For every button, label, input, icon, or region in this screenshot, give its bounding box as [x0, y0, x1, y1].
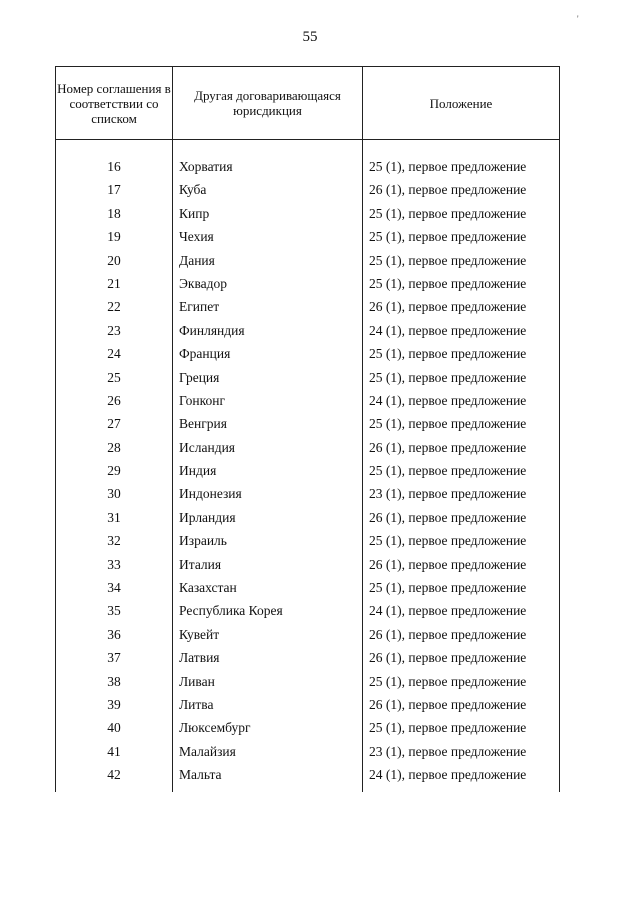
- row-jurisdiction: Франция: [179, 346, 231, 362]
- row-number: 33: [107, 556, 121, 572]
- row-jurisdiction: Люксембург: [179, 720, 251, 736]
- row-provision: 25 (1), первое предложение: [369, 229, 527, 245]
- row-jurisdiction: Индия: [179, 463, 217, 479]
- row-number: 40: [107, 720, 121, 736]
- table-row: [56, 295, 559, 318]
- row-provision: 25 (1), первое предложение: [369, 416, 527, 432]
- row-provision: 25 (1), первое предложение: [369, 463, 527, 479]
- row-jurisdiction: Казахстан: [179, 580, 237, 596]
- row-jurisdiction: Дания: [179, 252, 215, 268]
- row-number: 26: [107, 392, 121, 408]
- row-number: 25: [107, 369, 121, 385]
- row-provision: 23 (1), первое предложение: [369, 743, 527, 759]
- row-provision: 26 (1), первое предложение: [369, 556, 527, 572]
- table-row: [56, 272, 559, 295]
- row-jurisdiction: Республика Корея: [179, 603, 283, 619]
- row-provision: 25 (1), первое предложение: [369, 673, 527, 689]
- table-row: [56, 576, 559, 599]
- row-provision: 23 (1), первое предложение: [369, 486, 527, 502]
- row-number: 24: [107, 346, 121, 362]
- row-jurisdiction: Малайзия: [179, 743, 236, 759]
- row-number: 19: [107, 229, 121, 245]
- page-number: 55: [302, 29, 318, 45]
- row-provision: 24 (1), первое предложение: [369, 603, 527, 619]
- row-number: 41: [107, 743, 121, 759]
- table-row: [56, 623, 559, 646]
- row-jurisdiction: Израиль: [179, 533, 227, 549]
- row-provision: 25 (1), первое предложение: [369, 580, 527, 596]
- table-body: [56, 155, 559, 787]
- row-provision: 26 (1), первое предложение: [369, 439, 527, 455]
- row-number: 21: [107, 275, 121, 291]
- agreements-table: [55, 66, 560, 792]
- header-divider: [56, 139, 559, 140]
- row-number: 22: [107, 299, 121, 315]
- table-row: [56, 412, 559, 435]
- table-row: [56, 459, 559, 482]
- row-number: 23: [107, 322, 121, 338]
- row-number: 37: [107, 650, 121, 666]
- row-jurisdiction: Италия: [179, 556, 222, 572]
- row-jurisdiction: Куба: [179, 182, 207, 198]
- table-row: [56, 366, 559, 389]
- table-row: [56, 740, 559, 763]
- row-jurisdiction: Эквадор: [179, 275, 228, 291]
- table-row: [56, 389, 559, 412]
- row-number: 16: [107, 159, 121, 174]
- table-row: [56, 693, 559, 716]
- row-number: 27: [107, 416, 121, 432]
- row-provision: 26 (1), первое предложение: [369, 650, 527, 666]
- row-jurisdiction: Греция: [179, 369, 220, 385]
- row-number: 36: [107, 626, 121, 642]
- table-row: [56, 506, 559, 529]
- row-number: 28: [107, 439, 121, 455]
- row-jurisdiction: Литва: [179, 696, 214, 712]
- row-jurisdiction: Ливан: [179, 673, 215, 689]
- row-number: 32: [107, 533, 121, 549]
- row-jurisdiction: Индонезия: [179, 486, 242, 502]
- row-jurisdiction: Исландия: [179, 439, 235, 455]
- table-row: [56, 670, 559, 693]
- row-jurisdiction: Египет: [179, 299, 220, 315]
- row-jurisdiction: Хорватия: [179, 159, 233, 174]
- row-jurisdiction: Гонконг: [179, 392, 225, 408]
- row-number: 18: [107, 205, 121, 221]
- table-row: [56, 225, 559, 248]
- row-jurisdiction: Кувейт: [179, 626, 220, 642]
- row-jurisdiction: Финляндия: [179, 322, 245, 338]
- table-row: [56, 599, 559, 622]
- table-row: [56, 319, 559, 342]
- row-provision: 24 (1), первое предложение: [369, 392, 527, 408]
- table-row: [56, 155, 559, 178]
- row-provision: 26 (1), первое предложение: [369, 299, 527, 315]
- row-number: 30: [107, 486, 121, 502]
- row-provision: 25 (1), первое предложение: [369, 369, 527, 385]
- table-row: [56, 763, 559, 786]
- header-number: Номер соглашения в соответствии со списком: [57, 80, 171, 126]
- row-number: 20: [107, 252, 121, 268]
- row-provision: 24 (1), первое предложение: [369, 767, 527, 783]
- row-provision: 25 (1), первое предложение: [369, 159, 527, 174]
- row-provision: 26 (1), первое предложение: [369, 626, 527, 642]
- row-provision: 25 (1), первое предложение: [369, 252, 527, 268]
- table-row: [56, 342, 559, 365]
- table-row: [56, 249, 559, 272]
- corner-mark: ': [577, 14, 579, 24]
- table-row: [56, 716, 559, 739]
- row-provision: 25 (1), первое предложение: [369, 205, 527, 221]
- header-jurisdiction: Другая договаривающаяся юрисдикция: [194, 88, 341, 118]
- row-number: 39: [107, 696, 121, 712]
- row-provision: 25 (1), первое предложение: [369, 720, 527, 736]
- table-row: [56, 178, 559, 201]
- row-number: 42: [107, 767, 121, 783]
- row-jurisdiction: Мальта: [179, 767, 222, 783]
- table-row: [56, 202, 559, 225]
- table-row: [56, 646, 559, 669]
- row-provision: 26 (1), первое предложение: [369, 182, 527, 198]
- row-provision: 25 (1), первое предложение: [369, 533, 527, 549]
- row-jurisdiction: Ирландия: [179, 509, 236, 525]
- table-row: [56, 553, 559, 576]
- header-provision: Положение: [429, 95, 493, 111]
- row-number: 35: [107, 603, 121, 619]
- row-number: 17: [107, 182, 121, 198]
- row-provision: 26 (1), первое предложение: [369, 696, 527, 712]
- row-jurisdiction: Кипр: [179, 205, 210, 221]
- row-jurisdiction: Латвия: [179, 650, 220, 666]
- row-number: 29: [107, 463, 121, 479]
- row-provision: 26 (1), первое предложение: [369, 509, 527, 525]
- table-row: [56, 482, 559, 505]
- row-provision: 24 (1), первое предложение: [369, 322, 527, 338]
- row-provision: 25 (1), первое предложение: [369, 346, 527, 362]
- table-row: [56, 529, 559, 552]
- row-number: 31: [107, 509, 121, 525]
- row-jurisdiction: Венгрия: [179, 416, 227, 432]
- row-number: 34: [107, 580, 121, 596]
- row-jurisdiction: Чехия: [179, 229, 214, 245]
- table-row: [56, 436, 559, 459]
- row-number: 38: [107, 673, 121, 689]
- row-provision: 25 (1), первое предложение: [369, 275, 527, 291]
